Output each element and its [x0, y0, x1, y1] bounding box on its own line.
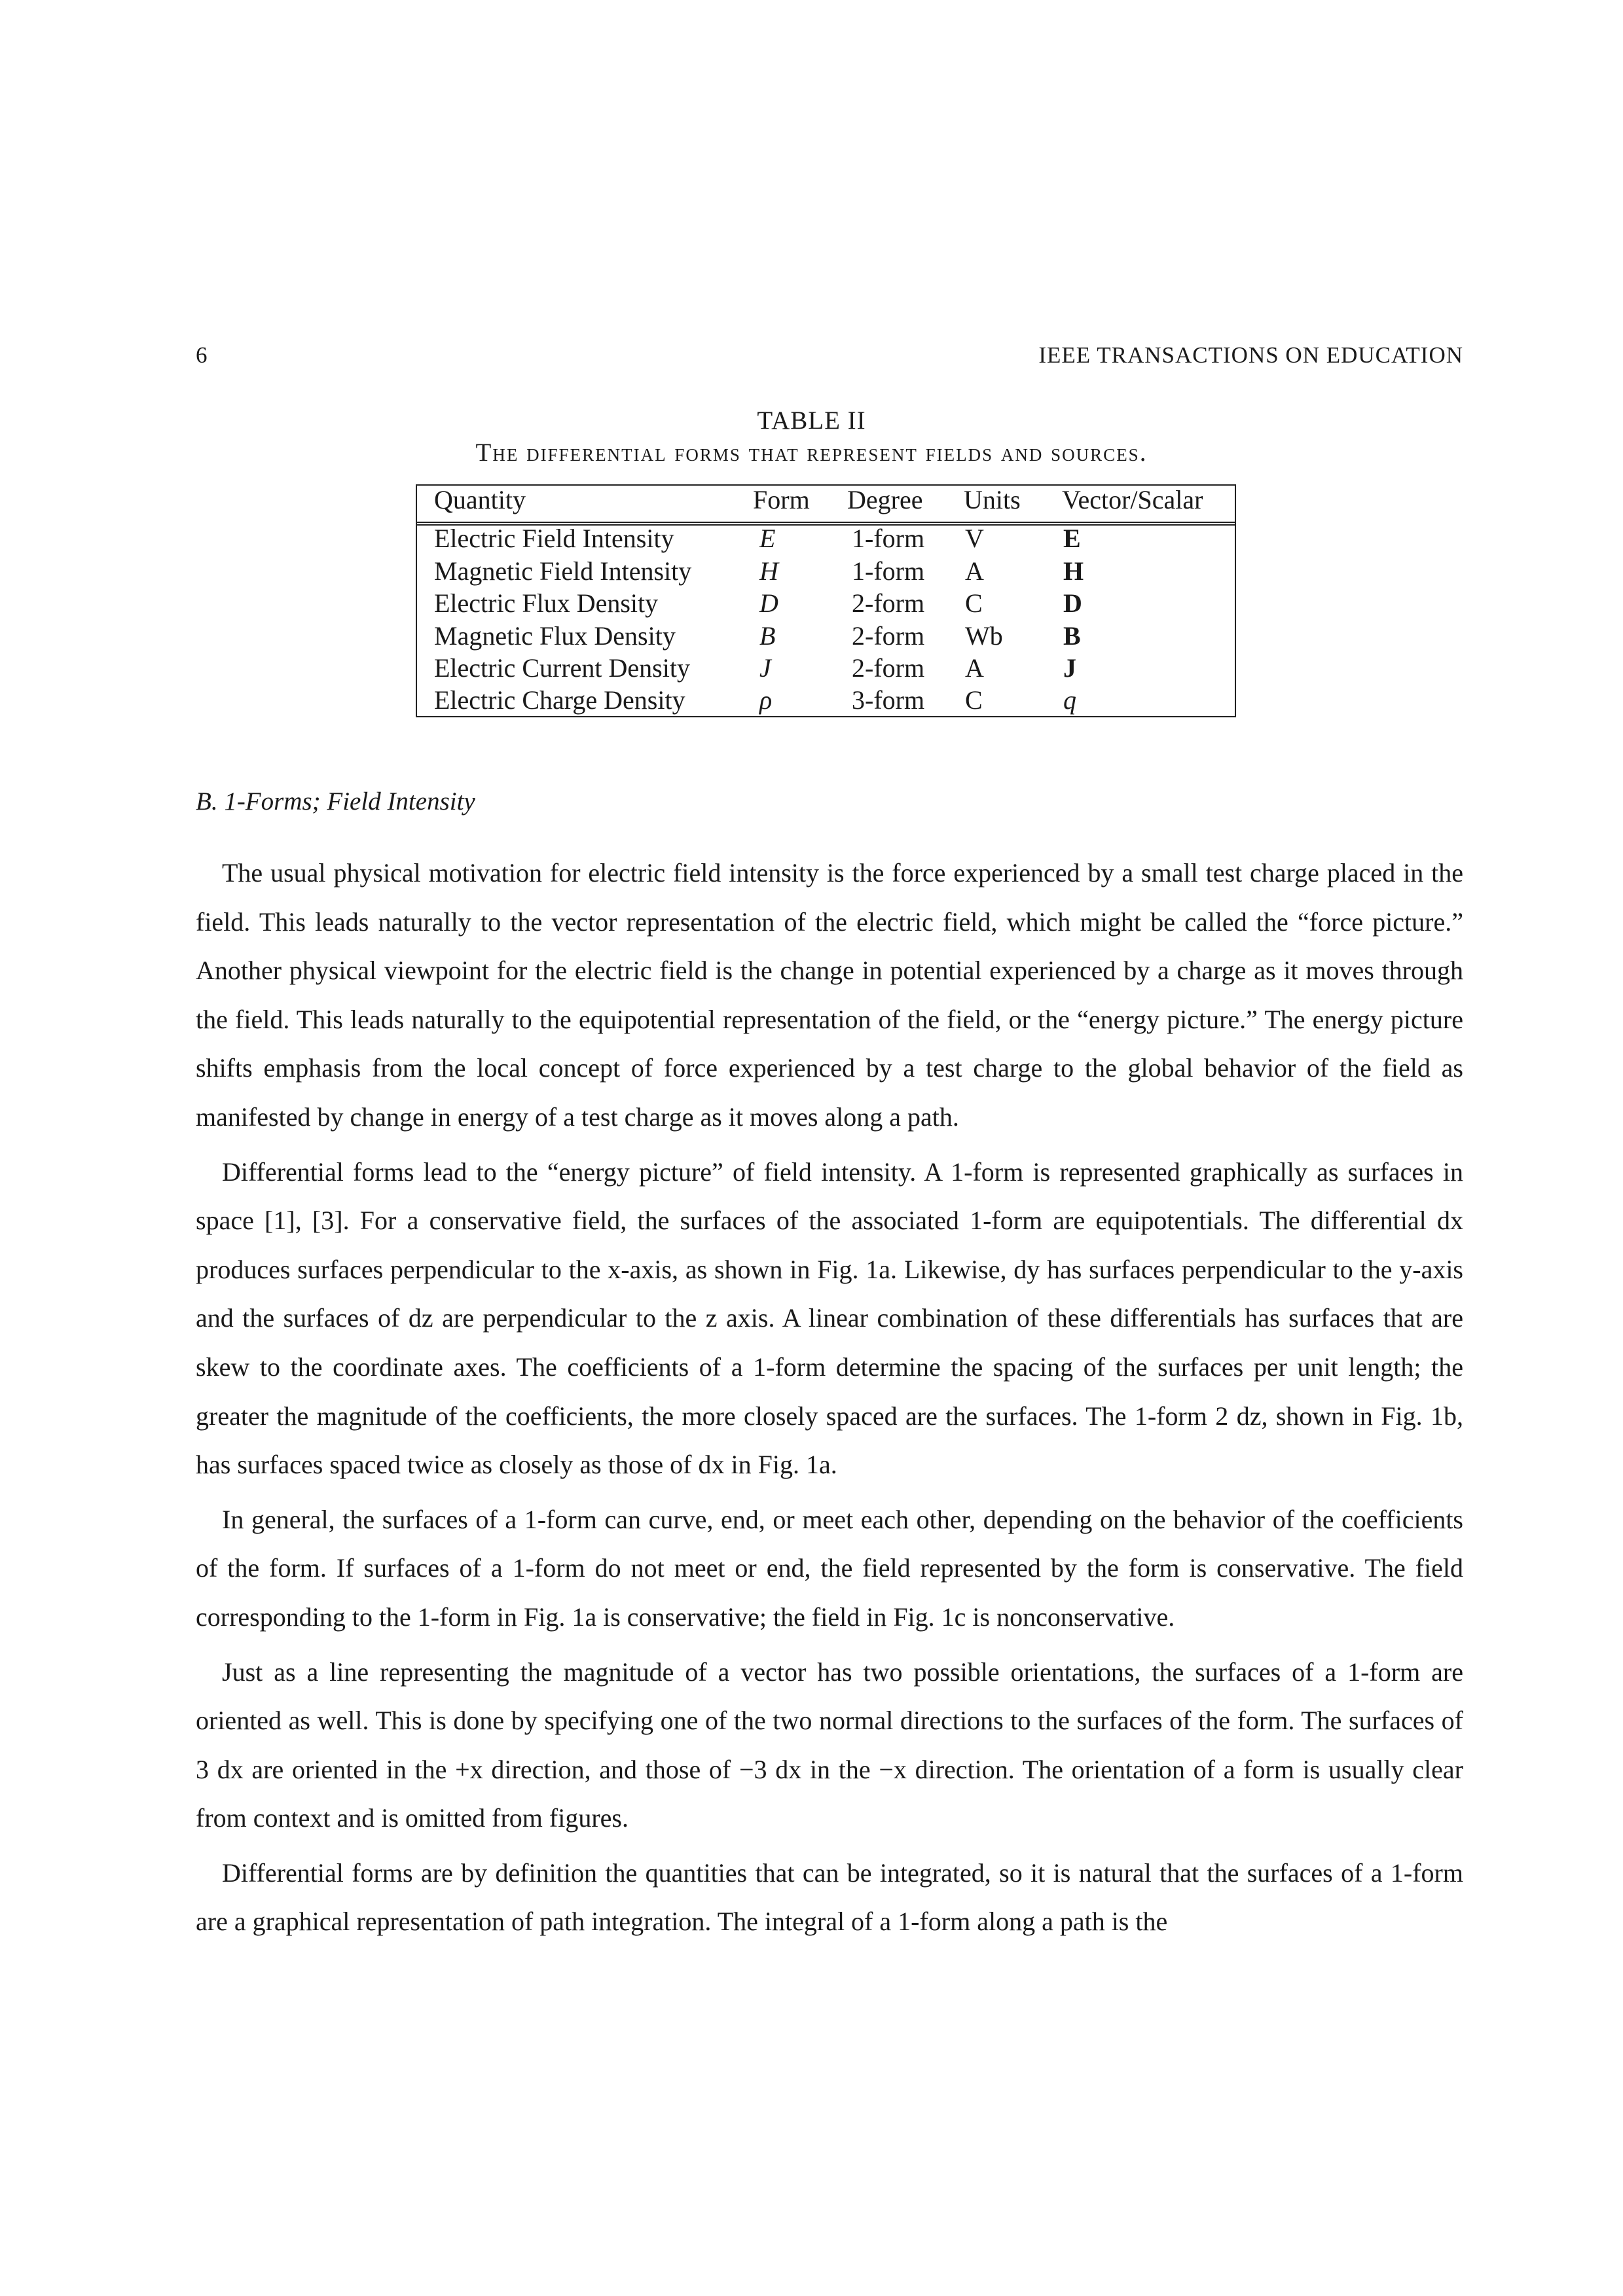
table-cell-quantity: Magnetic Flux Density [434, 621, 676, 651]
table-cell-vector-scalar: J [1063, 653, 1076, 683]
table-title: TABLE II [757, 406, 866, 435]
table-cell-degree: 1-form [852, 556, 925, 586]
paragraph: The usual physical motivation for electric field intensity is the force experienced by a small test charge placed in the field. This leads naturally to the vector representation of the electric field, which might be called the “force picture.” Another physical viewpoint for the electric field is the change in potential experienced by a charge as it moves through the field. This leads naturally to the equipotential representation of the field, or the “energy picture.” The energy picture shifts emphasis from the local concept of force experienced by a test charge to the global behavior of the field as manifested by change in energy of a test charge as it moves along a path. [196, 858, 1463, 1132]
table-cell-degree: 3-form [852, 685, 925, 715]
table-cell-units: A [965, 556, 984, 586]
table-cell-degree: 2-form [852, 588, 925, 618]
paragraph: Differential forms are by definition the quantities that can be integrated, so it is natural that the surfaces of a 1-form are a graphical representation of path integration. The integral of a 1-form along a path is the [196, 1857, 1463, 1937]
table-cell-units: C [965, 588, 983, 618]
table-cell-quantity: Magnetic Field Intensity [434, 556, 692, 586]
running-head [196, 339, 1463, 372]
column-header-vector-scalar: Vector/Scalar [1062, 485, 1203, 514]
page-number: 6 [196, 342, 208, 368]
body-text [196, 849, 1463, 1952]
table-cell-quantity: Electric Flux Density [434, 588, 659, 618]
table-cell-form: D [759, 588, 778, 618]
column-header-units: Units [964, 485, 1021, 514]
table-cell-quantity: Electric Charge Density [434, 685, 685, 715]
table-cell-degree: 1-form [852, 524, 925, 553]
table-cell-units: Wb [965, 621, 1003, 651]
table-cell-vector-scalar: B [1063, 621, 1081, 651]
column-header-form: Form [753, 485, 810, 514]
table-cell-vector-scalar: q [1063, 685, 1076, 715]
table-cell-quantity: Electric Current Density [434, 653, 690, 683]
table-cell-vector-scalar: D [1063, 588, 1082, 618]
paragraph: In general, the surfaces of a 1-form can curve, end, or meet each other, depending on the behavior of the coefficients of the form. If surfaces of a 1-form do not meet or end, the field represented by the form is conservative. The field corresponding to the 1-form in Fig. 1a is conservative; the field in Fig. 1c is nonconservative. [196, 1504, 1463, 1632]
table-caption: The differential forms that represent fields and sources. [475, 439, 1148, 467]
table-cell-units: C [965, 685, 983, 715]
paragraph: Just as a line representing the magnitude of a vector has two possible orientations, the surfaces of a 1-form are oriented as well. This is done by specifying one of the two normal directions to the surfaces of the form. The surfaces of 3 dx are oriented in the +x direction, and those of −3 dx in the −x direction. The orientation of a form is usually clear from context and is omitted from figures. [196, 1657, 1463, 1833]
table-cell-vector-scalar: E [1063, 524, 1081, 553]
table-cell-form: B [759, 621, 776, 651]
journal-name: IEEE TRANSACTIONS ON EDUCATION [1038, 342, 1463, 368]
table-cell-form: H [759, 556, 778, 586]
table-cell-units: V [965, 524, 984, 553]
column-header-quantity: Quantity [434, 485, 526, 514]
paragraph: Differential forms lead to the “energy picture” of field intensity. A 1-form is represented graphically as surfaces in space [1], [3]. For a conservative field, the surfaces of the associated 1-form are equipotentials. The differential dx produces surfaces perpendicular to the x-axis, as shown in Fig. 1a. Likewise, dy has surfaces perpendicular to the y-axis and the surfaces of dz are perpendicular to the z axis. A linear combination of these differentials has surfaces that are skew to the coordinate axes. The coefficients of a 1-form determine the spacing of the surfaces per unit length; the greater the magnitude of the coefficients, the more closely spaced are the surfaces. The 1-form 2 dz, shown in Fig. 1b, has surfaces spaced twice as closely as those of dx in Fig. 1a. [196, 1157, 1463, 1480]
table-cell-degree: 2-form [852, 653, 925, 683]
table-cell-form: E [759, 524, 776, 553]
table-cell-quantity: Electric Field Intensity [434, 524, 674, 553]
table-cell-vector-scalar: H [1063, 556, 1084, 586]
table-cell-form: J [759, 653, 771, 683]
table-cell-form: ρ [759, 685, 773, 715]
column-header-degree: Degree [847, 485, 923, 514]
section-heading: B. 1-Forms; Field Intensity [196, 787, 475, 816]
table-cell-units: A [965, 653, 984, 683]
table-cell-degree: 2-form [852, 621, 925, 651]
